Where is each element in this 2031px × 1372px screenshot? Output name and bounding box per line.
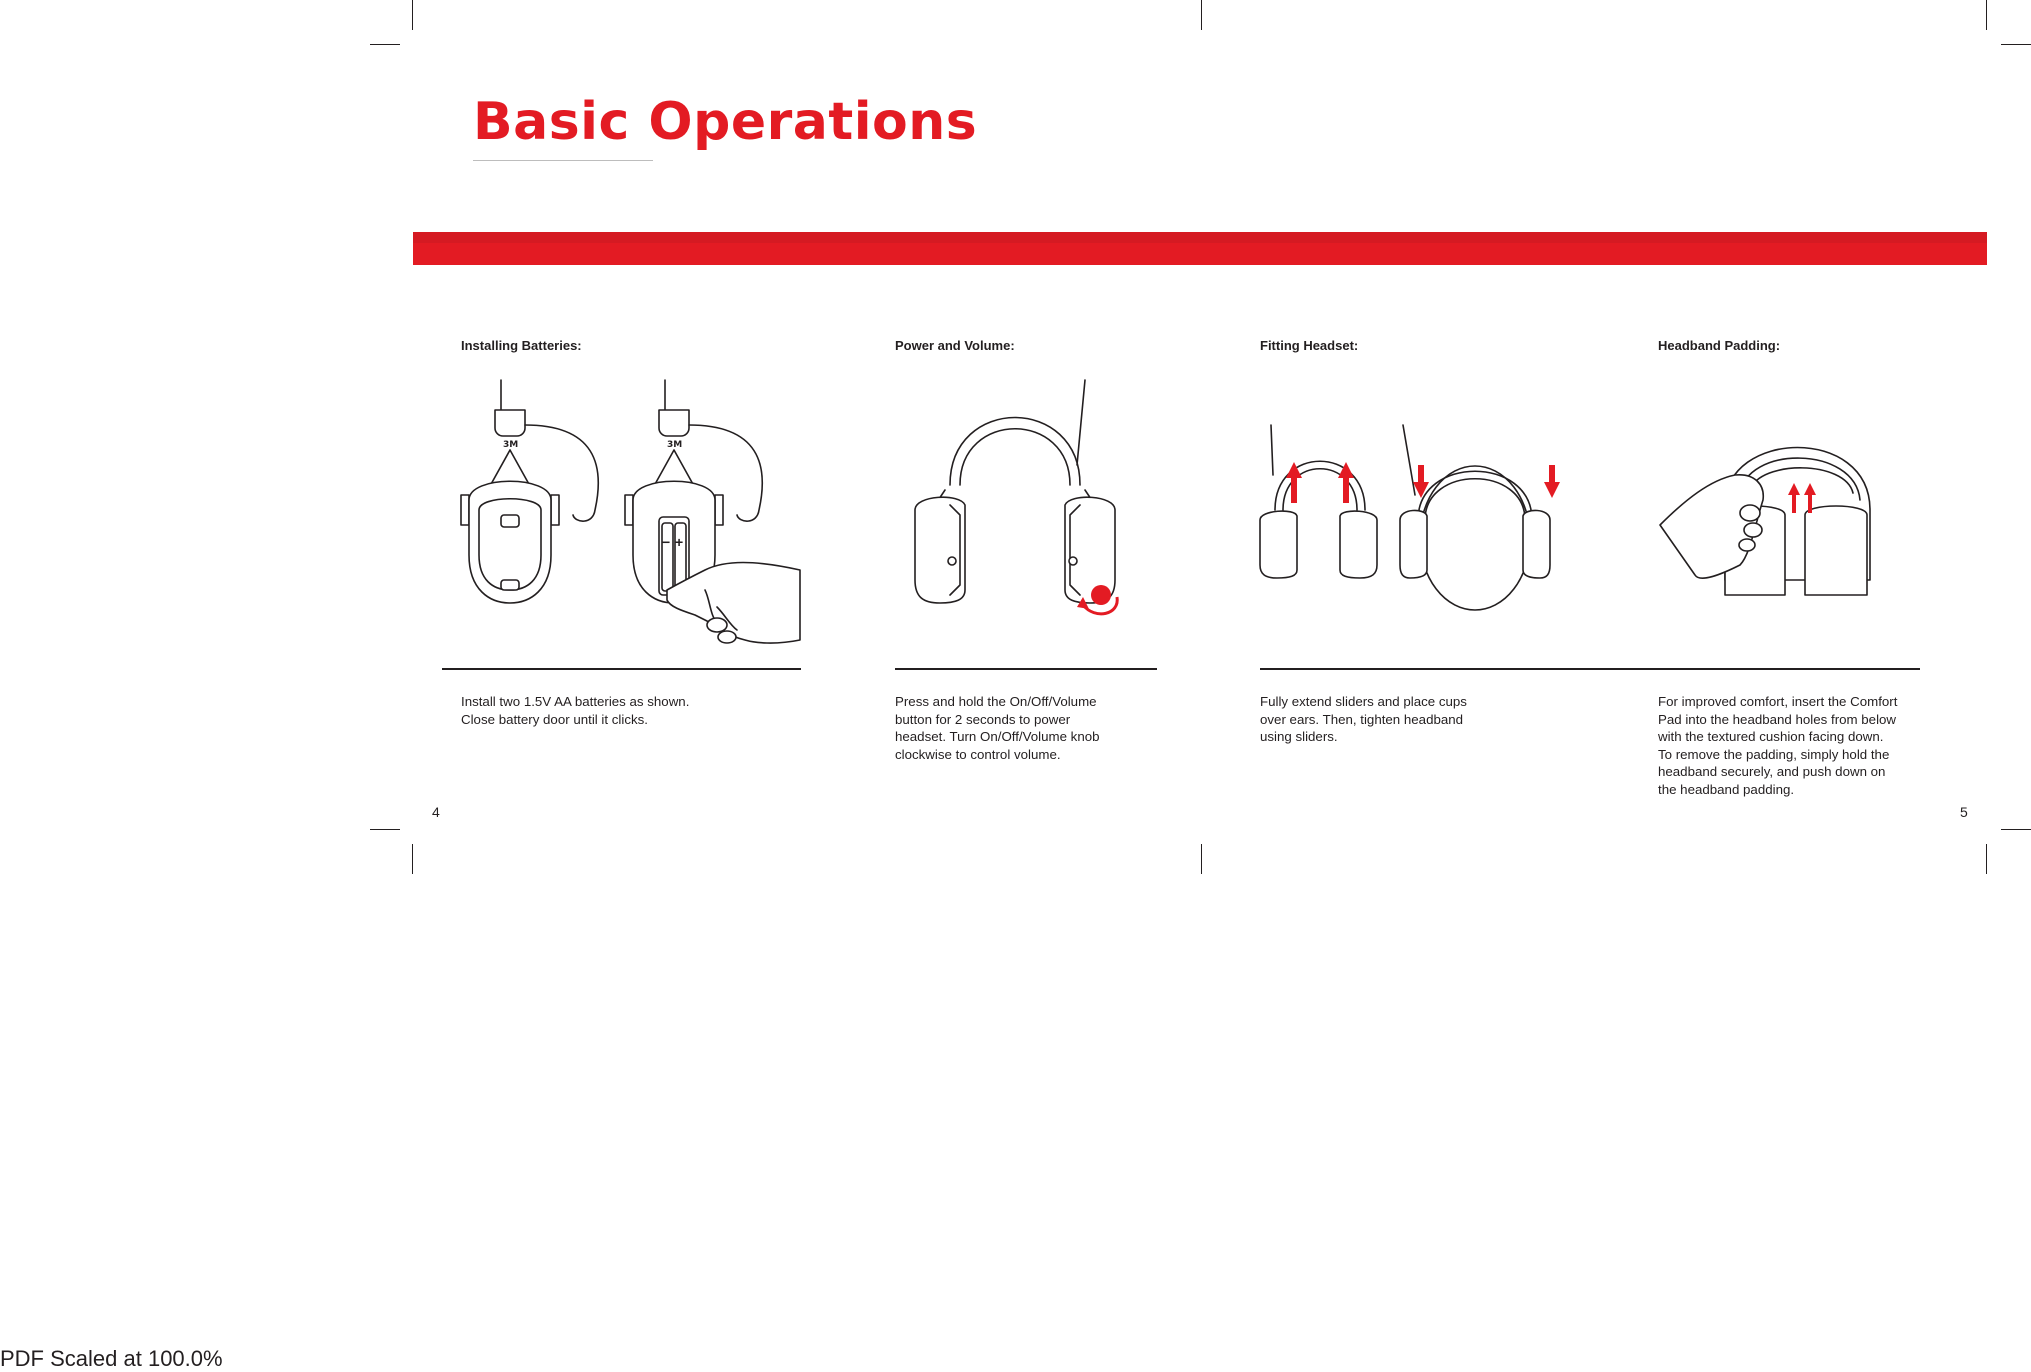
batteries-illustration [455,375,805,655]
volume-knob-icon [1091,585,1111,605]
section-title-power: Power and Volume: [895,338,1015,353]
crop-mark [2001,44,2031,45]
section-text-power: Press and hold the On/Off/Volume button for 2 seconds to power headset. Turn On/Off/Volume knob clockwise to control volume. [895,694,1100,762]
page-number-left: 4 [432,804,440,820]
section-text-batteries: Install two 1.5V AA batteries as shown. Close battery door until it clicks. [461,694,690,727]
headset-icon [461,380,598,603]
brand-logo: 3M [667,440,683,450]
crop-mark [412,844,413,874]
up-arrow-icon [1343,475,1349,503]
crop-mark [412,0,413,30]
fitting-illustration [1255,420,1585,620]
crop-mark [370,44,400,45]
section-title-fitting: Fitting Headset: [1260,338,1359,353]
crop-mark [1201,0,1202,30]
divider-batteries [442,668,801,670]
headset-extended-icon [1260,425,1377,578]
headset-battery-icon [625,380,800,643]
scale-footer: PDF Scaled at 100.0% [0,1346,223,1371]
section-text-fitting: Fully extend sliders and place cups over ears. Then, tighten headband using sliders. [1260,694,1467,745]
title-underline [473,160,653,161]
battery-plus: + [675,534,684,550]
padding-illustration [1655,415,1885,615]
page-number-right: 5 [1960,804,1968,820]
brand-logo: 3M [503,440,519,450]
up-arrow-icon [1792,493,1796,513]
power-volume-illustration [905,375,1165,625]
divider-power [895,668,1157,670]
red-banner-shade [413,232,1987,243]
section-text-padding: For improved comfort, insert the Comfort Pad into the headband holes from below with the textured cushion facing down. To remove the padding, simply hold the headband securely, and push down on the headband padding. [1658,694,1898,797]
headset-on-head-icon [1400,425,1560,610]
headset-padding-icon [1660,448,1870,596]
crop-mark [1201,844,1202,874]
up-arrow-icon [1291,475,1297,503]
headset-icon [915,380,1117,614]
section-title-padding: Headband Padding: [1658,338,1781,353]
crop-mark [1986,0,1987,30]
crop-mark [1986,844,1987,874]
crop-mark [370,829,400,830]
section-title-batteries: Installing Batteries: [461,338,582,353]
up-arrow-icon [1808,493,1812,513]
page-title: Basic Operations [473,92,978,152]
crop-mark [2001,829,2031,830]
divider-fitting-padding [1260,668,1920,670]
battery-minus: − [662,534,671,550]
